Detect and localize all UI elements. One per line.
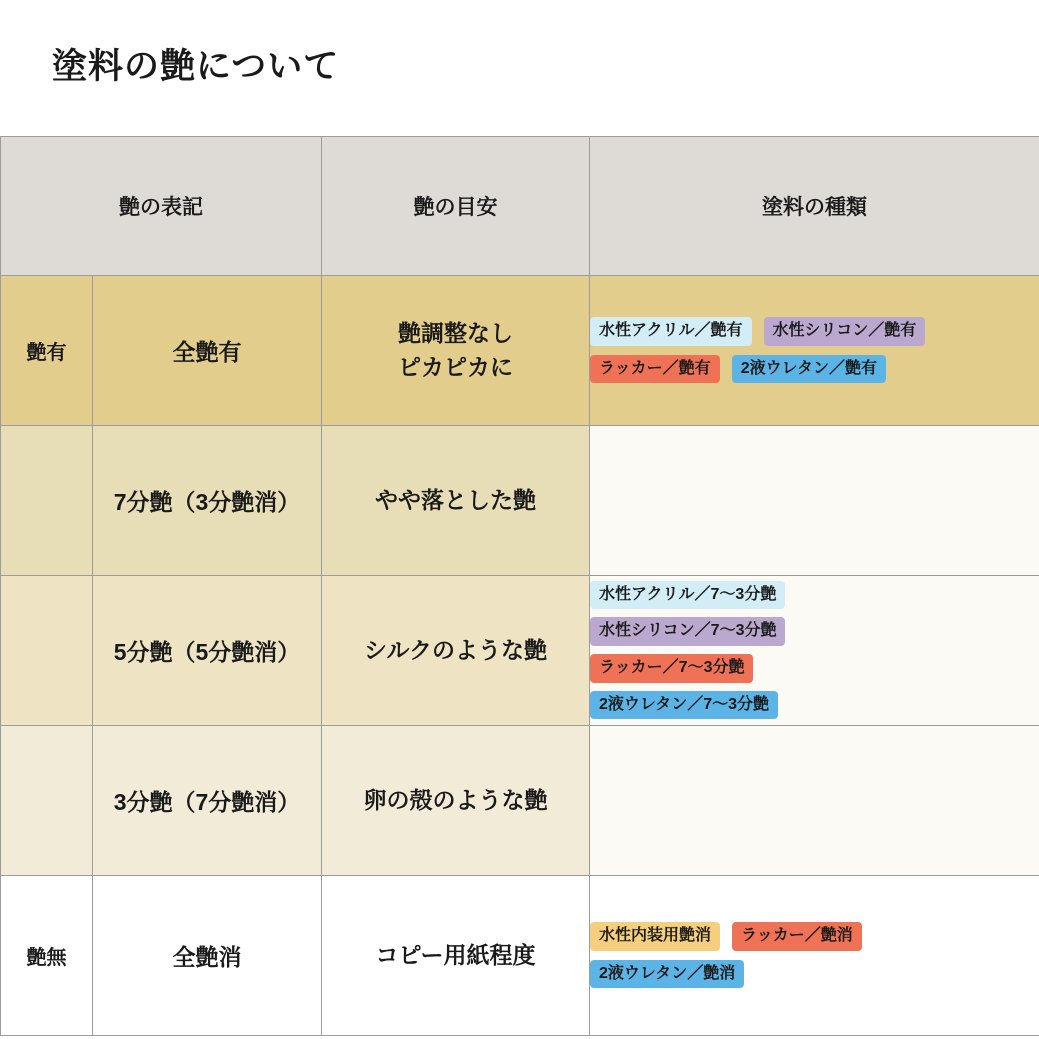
header-guide: 艶の目安 [322,136,590,275]
table-row [1,425,1039,575]
paint-tag: 水性内装用艶消 [590,922,720,951]
paint-tag: ラッカー／艶有 [590,355,720,384]
table-row [1,275,1039,425]
row-guide: やや落とした艶 [322,425,590,575]
header-types: 塗料の種類 [590,136,1039,275]
header-notation: 艶の表記 [1,136,322,275]
table-header [1,136,1039,275]
page-title: 塗料の艶について [52,47,340,86]
row-guide [322,275,590,425]
row-guide: 卵の殻のような艶 [322,725,590,875]
row-types [590,875,1039,1035]
row-notation: 全艶有 [93,275,322,425]
table-header-row [1,136,1039,275]
paint-tag: 水性シリコン／艶有 [764,317,926,346]
row-notation: 5分艶（5分艶消） [93,575,322,725]
table-row [1,725,1039,875]
row-guide-line1: 艶調整なし [398,319,513,346]
paint-tag: 2液ウレタン／7〜3分艶 [590,691,778,720]
paint-tag: 2液ウレタン／艶有 [732,355,886,384]
row-side-label [1,725,93,875]
row-types [590,275,1039,425]
table-row [1,575,1039,725]
row-types [590,725,1039,875]
row-side-label [1,575,93,725]
tag-list [590,922,970,988]
row-notation: 3分艶（7分艶消） [93,725,322,875]
table-body [1,275,1039,1035]
row-notation: 7分艶（3分艶消） [93,425,322,575]
gloss-table [0,136,1039,1036]
paint-tag: 水性シリコン／7〜3分艶 [590,617,785,646]
row-types [590,575,1039,725]
row-side-label: 艶有 [1,275,93,425]
tag-list [590,581,1039,719]
row-guide: シルクのような艶 [322,575,590,725]
row-side-label [1,425,93,575]
paint-tag: ラッカー／艶消 [732,922,862,951]
paint-tag: 水性アクリル／7〜3分艶 [590,581,785,610]
paint-tag: 2液ウレタン／艶消 [590,960,744,989]
row-types [590,425,1039,575]
row-side-label: 艶無 [1,875,93,1035]
row-guide: コピー用紙程度 [322,875,590,1035]
paint-tag: 水性アクリル／艶有 [590,317,752,346]
row-notation: 全艶消 [93,875,322,1035]
row-guide-line2: ピカピカに [398,354,513,380]
table-row [1,875,1039,1035]
paint-tag: ラッカー／7〜3分艶 [590,654,753,683]
tag-list [590,317,1020,383]
